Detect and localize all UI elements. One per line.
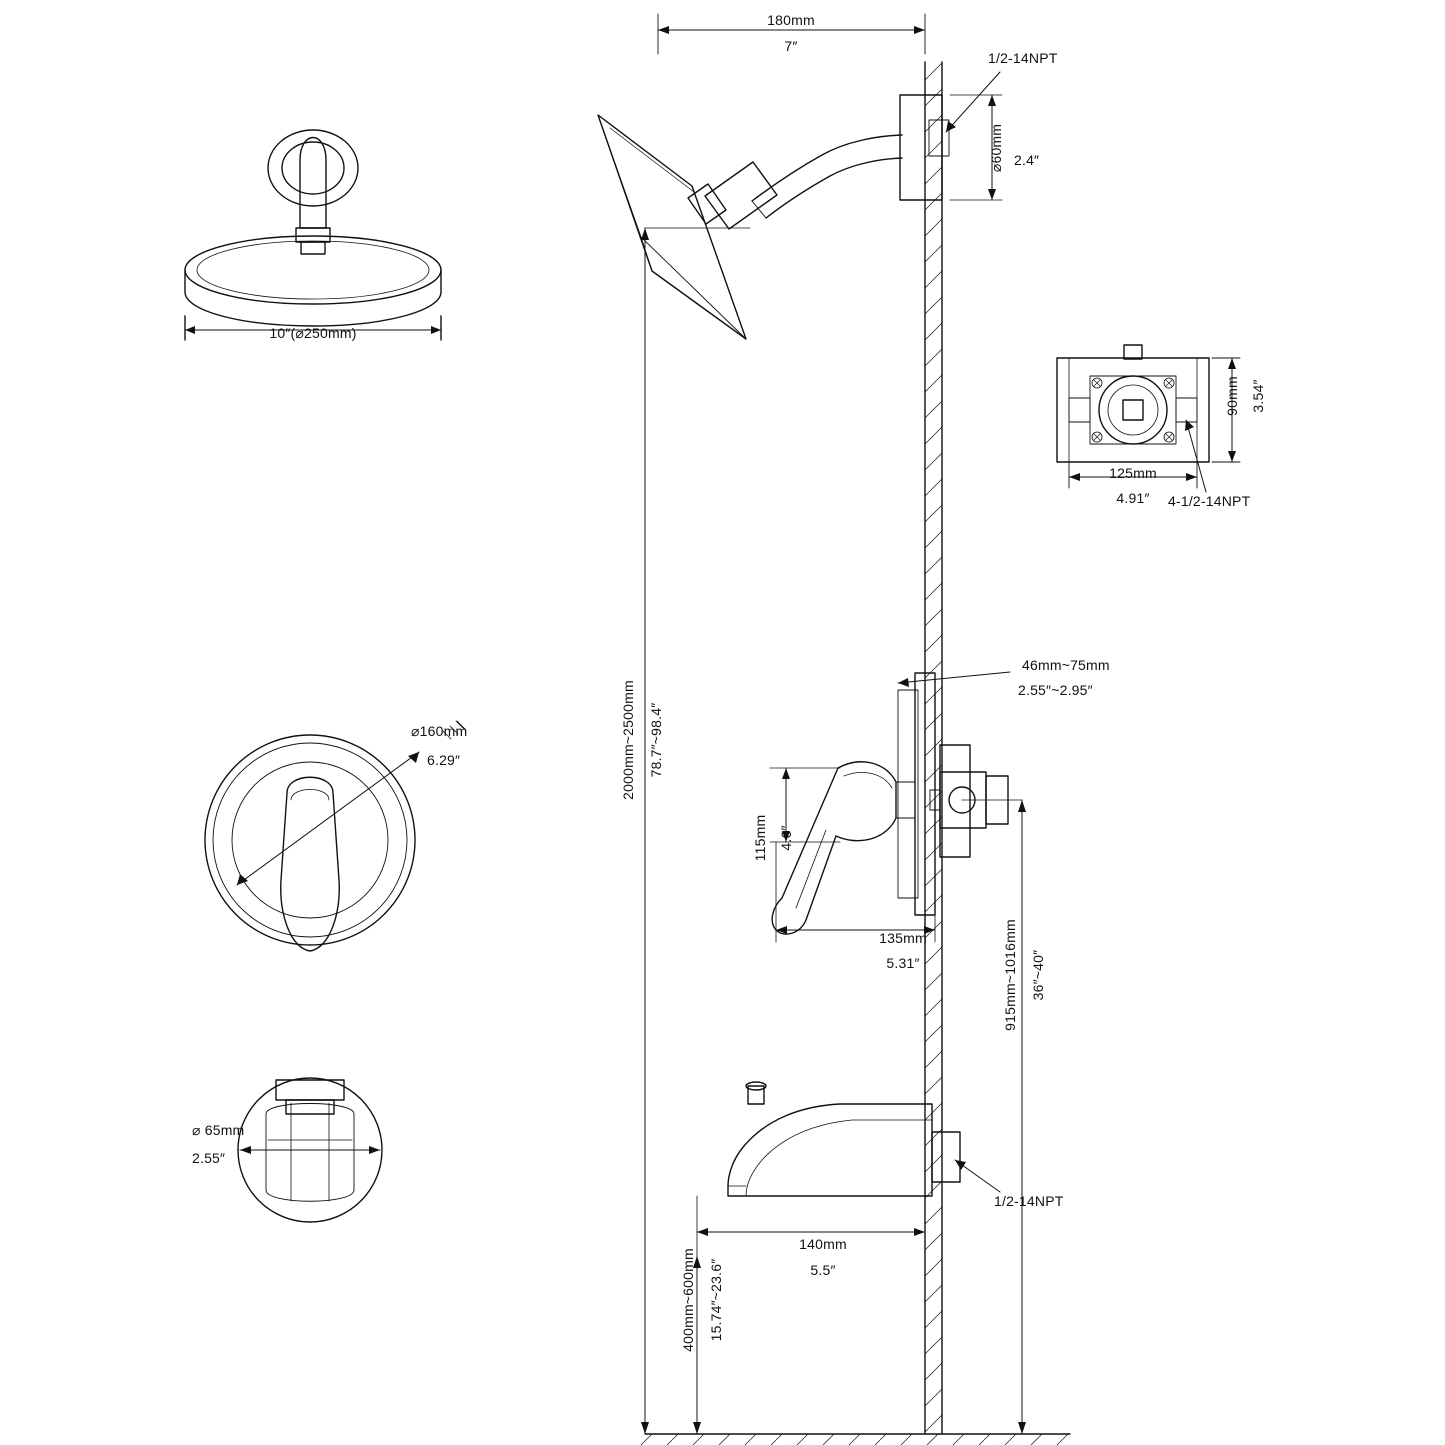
elevation-dimension-lines [641, 14, 1026, 1434]
valve-depth-inch-label: 2.55″~2.95″ [1018, 682, 1093, 698]
diverter-knob-view [238, 1078, 382, 1222]
wall-elevation [638, 62, 1070, 1445]
shower-arm-thread-label: 1/2-14NPT [988, 50, 1058, 66]
valve-height-inch-label: 3.54″ [1250, 379, 1266, 413]
shower-flange-diameter-inch-label: 2.4″ [1014, 152, 1040, 168]
valve-from-floor-inch-label: 36″~40″ [1030, 949, 1046, 1001]
shower-arm-and-head-elevation [598, 95, 949, 339]
valve-width-inch-label: 4.91″ [1116, 490, 1150, 506]
shower-arm-length-inch-label: 7″ [784, 38, 798, 54]
trim-plate-diameter-label: ⌀160mm [411, 723, 468, 739]
trim-plate-front-view [205, 721, 468, 951]
mixer-valve-elevation [772, 673, 1008, 934]
wall-height-inch-label: 78.7″~98.4″ [648, 702, 664, 778]
trim-width-mm-label: 135mm [879, 930, 927, 946]
wall-height-mm-label: 2000mm~2500mm [620, 680, 636, 800]
handle-height-mm-label: 115mm [752, 814, 768, 862]
trim-plate-diameter-inch-label: 6.29″ [427, 752, 461, 768]
spout-from-floor-inch-label: 15.74″~23.6″ [708, 1258, 724, 1342]
valve-port-thread-label: 4-1/2-14NPT [1168, 493, 1251, 509]
spout-thread-label: 1/2-14NPT [994, 1193, 1064, 1209]
shower-arm-length-mm-label: 180mm [767, 12, 815, 28]
valve-height-mm-label: 90mm [1224, 376, 1240, 416]
diverter-knob-diameter-label: ⌀ 65mm [192, 1122, 245, 1138]
spout-length-inch-label: 5.5″ [810, 1262, 836, 1278]
handle-height-inch-label: 4.6″ [778, 825, 794, 851]
spout-from-floor-mm-label: 400mm~600mm [680, 1248, 696, 1352]
diverter-knob-diameter-inch-label: 2.55″ [192, 1150, 226, 1166]
shower-flange-diameter-label: ⌀60mm [988, 123, 1004, 173]
valve-depth-mm-label: 46mm~75mm [1022, 657, 1110, 673]
valve-width-mm-label: 125mm [1109, 465, 1157, 481]
spout-length-mm-label: 140mm [799, 1236, 847, 1252]
showerhead-diameter-label: 10″(⌀250mm) [269, 325, 357, 341]
showerhead-iso-view [185, 130, 441, 340]
trim-width-inch-label: 5.31″ [886, 955, 920, 971]
valve-from-floor-mm-label: 915mm~1016mm [1002, 919, 1018, 1031]
